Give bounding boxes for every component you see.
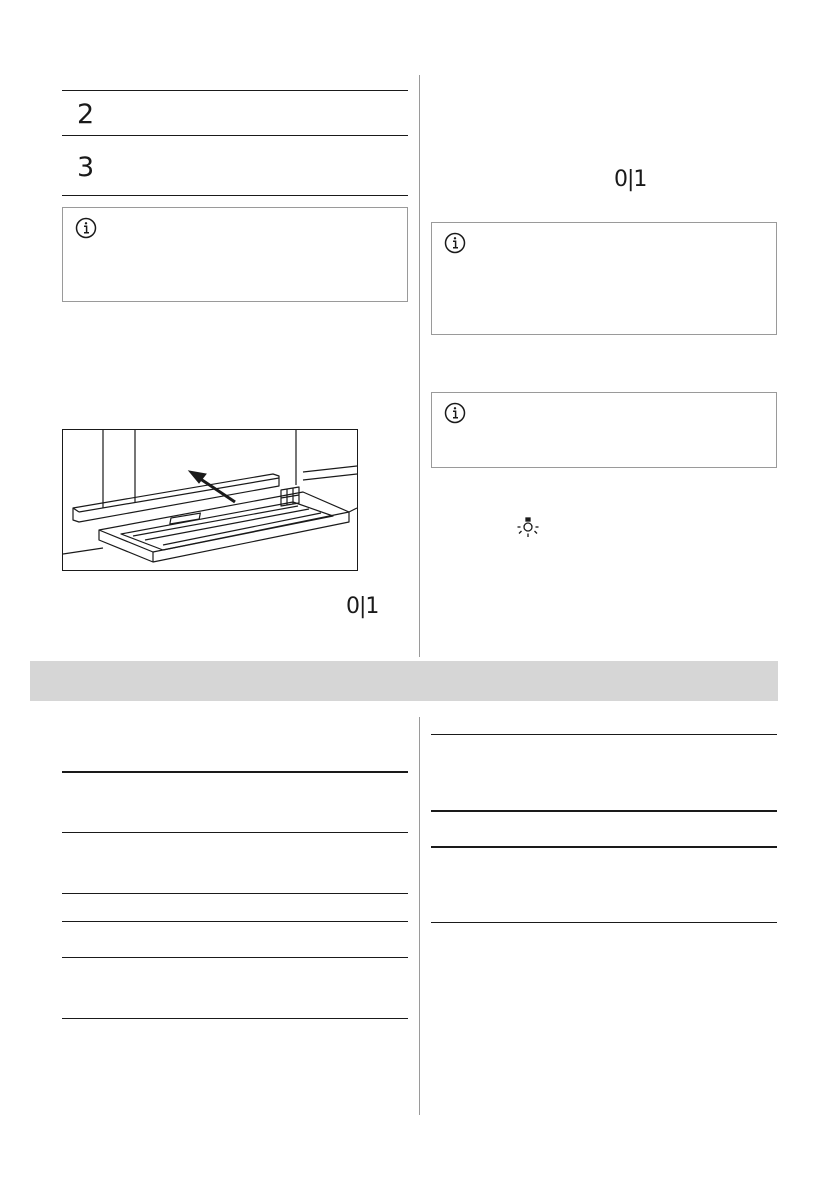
table-right-row-rule-2 <box>431 846 777 848</box>
table-left-row-rule-5 <box>62 1018 408 1019</box>
hood-drawing <box>63 430 357 570</box>
info-note-right-1 <box>431 222 777 335</box>
table-left-row-rule-4 <box>62 957 408 958</box>
info-note-left <box>62 207 408 302</box>
hood-illustration <box>62 429 358 571</box>
step-rule-bottom <box>62 195 408 196</box>
table-left-row-rule-1 <box>62 832 408 833</box>
table-right-row-rule-3 <box>431 922 777 923</box>
step-rule-mid <box>62 135 408 136</box>
section-heading-band <box>30 661 778 701</box>
step-number-3: 3 <box>77 152 95 183</box>
table-right-header-rule <box>431 810 777 812</box>
info-icon <box>444 402 466 424</box>
light-bulb-icon <box>516 516 540 540</box>
step-number-2: 2 <box>77 99 95 130</box>
info-note-right-2 <box>431 392 777 468</box>
column-divider-top <box>419 75 420 657</box>
power-on-off-icon-right: 0|1 <box>614 167 647 192</box>
power-on-off-icon: 0|1 <box>346 594 379 619</box>
table-right-row-rule-1 <box>431 734 777 735</box>
info-icon <box>444 232 466 254</box>
table-left-row-rule-3 <box>62 921 408 922</box>
column-divider-bottom <box>419 717 420 1115</box>
table-left-row-rule-2 <box>62 893 408 894</box>
table-left-header-rule <box>62 771 408 773</box>
step-rule-top <box>62 90 408 91</box>
info-icon <box>75 217 97 239</box>
